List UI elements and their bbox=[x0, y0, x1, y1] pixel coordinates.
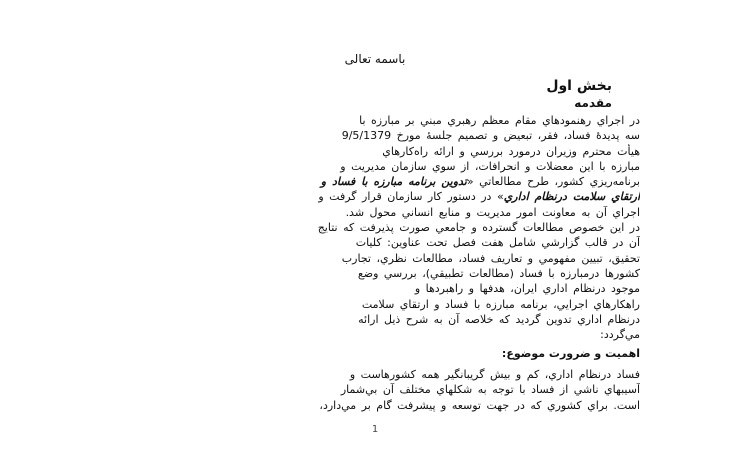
text-line: سه پديدهٔ فساد، فقر، تبعيض و تصميم جلسهٔ مورخ 9/5/1379 bbox=[341, 129, 640, 143]
importance-heading: اهميت و ضرورت موضوع: bbox=[501, 347, 640, 360]
text-line: مي‌گردد: bbox=[600, 328, 640, 342]
text-line bbox=[120, 189, 640, 204]
subtitle: مقدمه bbox=[574, 96, 612, 110]
text-line: در اين خصوص مطالعات گسترده و جامعي صورت پذيرفت كه نتايج bbox=[317, 221, 640, 235]
text-line: موجود درنظام اداري ايران، هدفها و راهبردها و bbox=[414, 282, 640, 296]
emphasized-title-part-2: ارتقاي سلامت درنظام اداري bbox=[503, 190, 640, 204]
text-line: است. براي كشوري كه در جهت توسعه و پيشرفت گام بر مي‌دارد، bbox=[319, 398, 640, 412]
text-line: كشورها درمبارزه با فساد (مطالعات تطبيقي)، بررسي وضع bbox=[357, 266, 640, 280]
text-line: آن در قالب گزارشي شامل هفت فصل تحت عناوين: كليات bbox=[355, 236, 640, 250]
text-line: تحقيق، تبيين مفهومي و تعاريف فساد، مطالعات نظري، تجارب bbox=[341, 251, 640, 265]
text-line bbox=[120, 174, 640, 189]
invocation-heading: باسمه تعالی bbox=[344, 52, 406, 66]
text-line: درنظام اداري تدوين گرديد كه خلاصه آن به شرح ذيل ارائه bbox=[358, 312, 640, 326]
text-line: هيأت محترم وزيران درمورد بررسي و ارائه راه‌كارهاي bbox=[382, 144, 640, 158]
text-fragment: » در دستور كار سازمان قرار گرفت و bbox=[318, 190, 504, 204]
text-line: در اجراي رهنمودهاي مقام معظم رهبري مبني بر مبارزه با bbox=[359, 114, 640, 127]
text-line: مبارزه با اين معضلات و انحرافات، از سوي سازمان مديريت و bbox=[340, 159, 640, 173]
emphasized-title-part-1: تدوين برنامه مبارزه با فساد و bbox=[320, 175, 467, 189]
section-title: بخش اول bbox=[546, 78, 612, 94]
text-line: آسيبهاي ناشي از فساد با توجه به شكلهاي مختلف آن بي‌شمار bbox=[340, 383, 640, 397]
text-line: اجراي آن به معاونت امور مديريت و منابع انساني محول شد. bbox=[345, 205, 640, 219]
page-number: 1 bbox=[371, 424, 379, 435]
intro-paragraph bbox=[120, 113, 640, 342]
text-line: راهكارهاي اجرايي، برنامه مبارزه با فساد و ارتقاي سلامت bbox=[361, 297, 640, 311]
text-line: فساد درنظام اداري، كم و بيش گريبانگير همه كشورهاست و bbox=[349, 368, 640, 381]
importance-paragraph bbox=[120, 367, 640, 413]
text-fragment: برنامه‌ريزي كشور، طرح مطالعاتي « bbox=[466, 175, 640, 189]
